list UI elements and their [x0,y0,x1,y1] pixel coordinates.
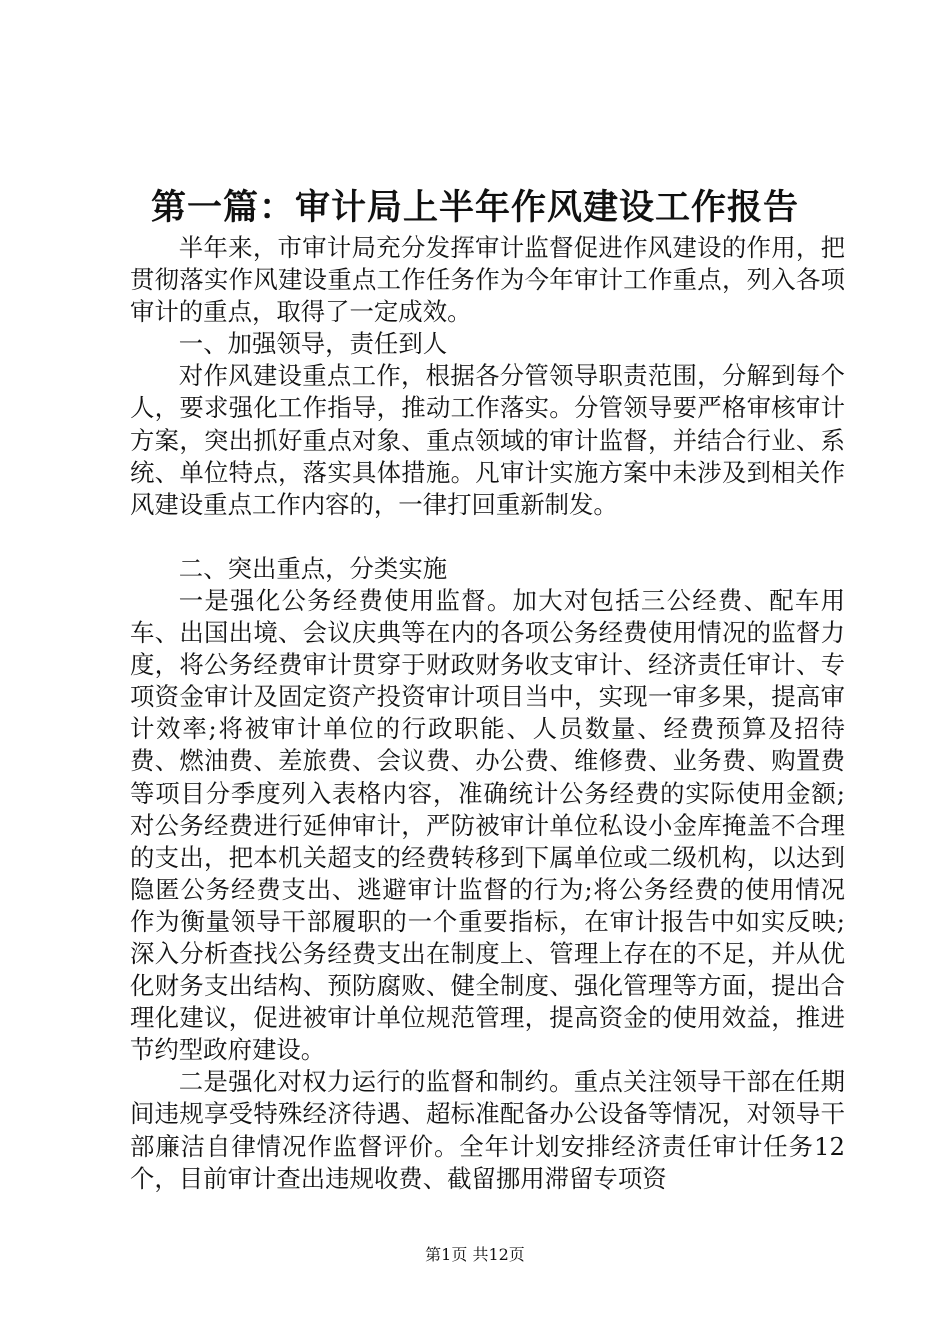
section-heading-2: 二、突出重点，分类实施 [178,553,448,583]
page-footer: 第1页 共12页 [425,1245,525,1264]
paragraph-intro: 半年来，市审计局充分发挥审计监督促进作风建设的作用，把贯彻落实作风建设重点工作任务作为今年审计工作重点，列入各项审计的重点，取得了一定成效。 [130,233,845,327]
paragraph-section-1: 对作风建设重点工作，根据各分管领导职责范围，分解到每个人，要求强化工作指导，推动工作落实。分管领导要严格审核审计方案，突出抓好重点对象、重点领域的审计监督，并结合行业、系统、单位特点，落实具体措施。凡审计实施方案中未涉及到相关作风建设重点工作内容的，一律打回重新制发。 [130,361,845,519]
paragraph-point-1: 一是强化公务经费使用监督。加大对包括三公经费、配车用车、出国出境、会议庆典等在内的各项公务经费使用情况的监督力度，将公务经费审计贯穿于财政财务收支审计、经济责任审计、专项资金审计及固定资产投资审计项目当中，实现一审多果，提高审计效率;将被审计单位的行政职能、人员数量、经费预算及招待费、燃油费、差旅费、会议费、办公费、维修费、业务费、购置费等项目分季度列入表格内容，准确统计公务经费的实际使用金额;对公务经费进行延伸审计，严防被审计单位私设小金库掩盖不合理的支出，把本机关超支的经费转移到下属单位或二级机构，以达到隐匿公务经费支出、逃避审计监督的行为;将公务经费的使用情况作为衡量领导干部履职的一个重要指标，在审计报告中如实反映;深入分析查找公务经费支出在制度上、管理上存在的不足，并从优化财务支出结构、预防腐败、健全制度、强化管理等方面，提出合理化建议，促进被审计单位规范管理，提高资金的使用效益，推进节约型政府建设。 [130,585,845,1065]
document-body [130,232,845,1195]
section-heading-1: 一、加强领导，责任到人 [178,329,448,359]
paragraph-point-2: 二是强化对权力运行的监督和制约。重点关注领导干部在任期间违规享受特殊经济待遇、超标准配备办公设备等情况，对领导干部廉洁自律情况作监督评价。全年计划安排经济责任审计任务12个，目前审计查出违规收费、截留挪用滞留专项资 [130,1067,845,1193]
document-title: 第一篇：审计局上半年作风建设工作报告 [150,187,799,228]
